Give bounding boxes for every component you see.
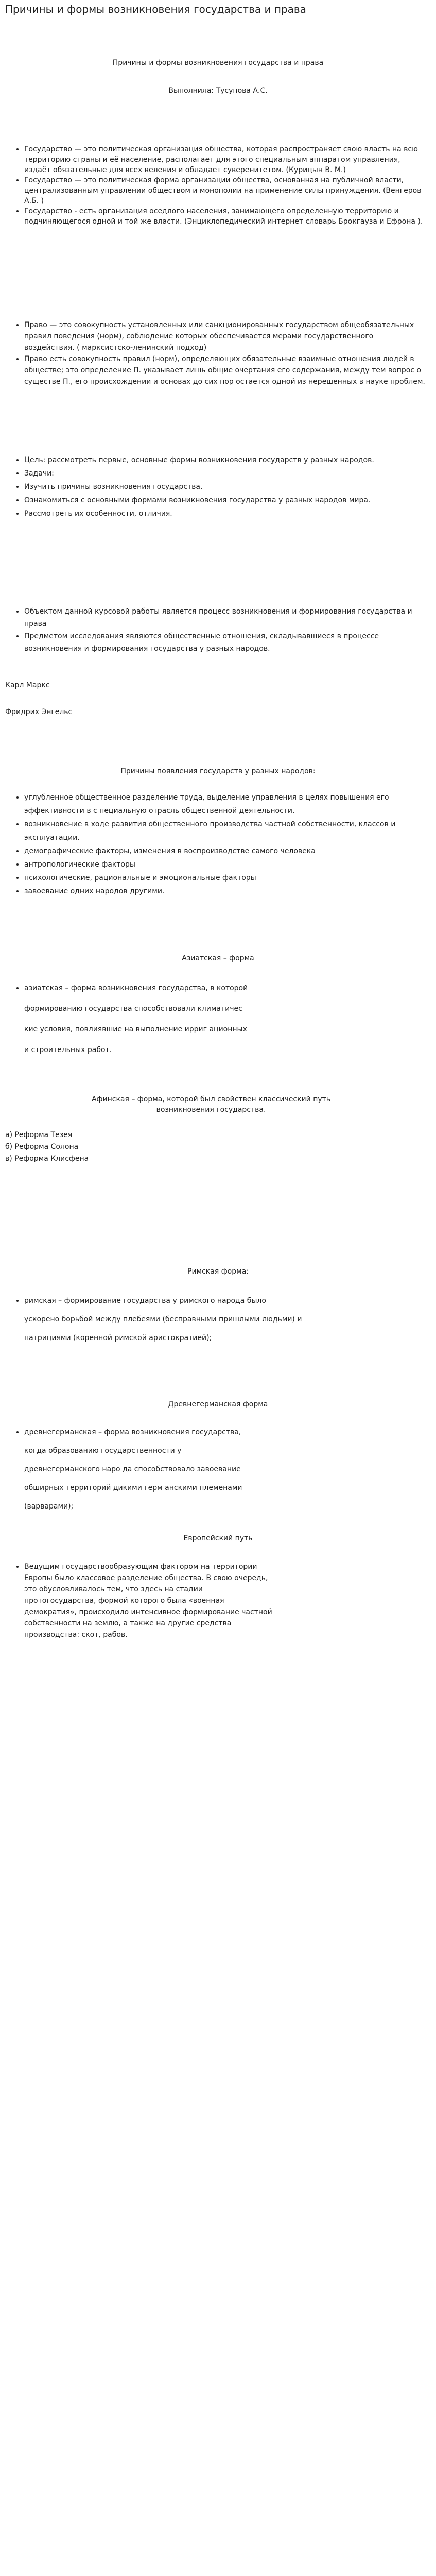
athenian-heading: Афинская – форма, которой был свойствен классический путь возникновения государства.	[91, 1095, 331, 1114]
list-item: • Ведущим государствообразующим фактором на территории Европы было классовое разделение общества. В свою очередь, это обусловливалось тем, что здесь на стадии протогосударства, формой которого была «военная демократия», происходило интенсивное формирование частной собственности на землю, а также на другие средства производства: скот, рабов.	[24, 1561, 276, 1640]
law-definitions-list	[0, 319, 426, 387]
list-item: • Право есть совокупность правил (норм), определяющих обязательные взаимные отношения людей в обществе; это определение П. указывает лишь общие очертания его содержания, между тем вопрос о существе П., его происхождении и основах до сих пор остается одной из нерешенных в науке проблем.	[24, 353, 426, 387]
list-item: • углубленное общественное разделение труда, выделение управления в целях повышения его эффективности в с пециальную отрасль общественной деятельности.	[24, 791, 426, 818]
list-item: • Предметом исследования являются общественные отношения, складывавшиеся в процессе возникновения и формирования государства у разных народов.	[24, 630, 426, 655]
germanic-list	[0, 1423, 251, 1516]
list-item: • Цель: рассмотреть первые, основные формы возникновения государств у разных народов.	[24, 453, 426, 467]
list-item: • Государство - есть организация оседлого населения, занимающего определенную территорию и подчиняющегося одной и той же власти. (Энциклопедический интернет словарь Брокгауза и Ефрона ).	[24, 206, 426, 227]
list-item: • Государство — это политическая организация общества, которая распространяет свою власть на всю территорию страны и её население, располагает для этого специальным аппаратом управления, издаёт обязательные для всех веления и обладает суверенитетом. (Курицын В. М.)	[24, 144, 426, 175]
european-list	[0, 1561, 276, 1640]
asian-heading: Азиатская – форма	[182, 954, 254, 962]
list-item: • антропологические факторы	[24, 858, 426, 871]
name-marx: Карл Маркс	[5, 681, 50, 689]
list-item: • римская – формирование государства у римского народа было ускорено борьбой между плебеями (бесправными пришлыми людьми) и патрициями (коренной римской аристократией);	[24, 1292, 302, 1347]
list-item: • Государство — это политическая форма организации общества, основанная на публичной власти, централизованным управлении обществом и монополии на применение силы принуждения. (Венгеров А.Б. )	[24, 175, 426, 206]
asian-list	[0, 978, 251, 1060]
roman-list	[0, 1292, 302, 1347]
european-heading: Европейский путь	[183, 1534, 253, 1543]
list-item: • психологические, рациональные и эмоциональные факторы	[24, 871, 426, 885]
list-item: • азиатская – форма возникновения государства, в которой формированию государства способствовали климатичес кие условия, повлиявшие на выполнение ирриг ационных и строительных работ.	[24, 978, 251, 1060]
list-item: • Изучить причины возникновения государства.	[24, 480, 426, 494]
list-item: • демографические факторы, изменения в воспроизводстве самого человека	[24, 844, 426, 858]
author-line: Выполнила: Тусупова А.С.	[168, 87, 268, 95]
list-item: • Право — это совокупность установленных или санкционированных государством общеобязательных правил поведения (норм), соблюдение которых обеспечивается мерами государственного воздействия. ( марксистско-ленинский подход)	[24, 319, 426, 353]
list-item: • завоевание одних народов другими.	[24, 885, 426, 898]
list-item: • Ознакомиться с основными формами возникновения государства у разных народов мира.	[24, 494, 426, 507]
state-definitions-list	[0, 144, 426, 227]
list-item: • Задачи:	[24, 467, 426, 480]
reform-item: в) Реформа Клисфена	[5, 1155, 89, 1163]
page-title: Причины и формы возникновения государства и права	[5, 3, 306, 15]
reform-item: а) Реформа Тезея	[5, 1131, 73, 1139]
reasons-heading: Причины появления государств у разных народов:	[120, 767, 316, 775]
goals-list	[0, 453, 426, 520]
list-item: • Объектом данной курсовой работы является процесс возникновения и формирования государства и права	[24, 605, 426, 630]
list-item: • Рассмотреть их особенности, отличия.	[24, 507, 426, 520]
name-engels: Фридрих Энгельс	[5, 708, 73, 716]
object-subject-list	[0, 605, 426, 655]
list-item: • древнегерманская – форма возникновения государства, когда образованию государственности у древнегерманского наро да способствовало завоевание обширных территорий дикими герм анскими племенами (варварами);	[24, 1423, 251, 1516]
list-item: • возникновение в ходе развития общественного производства частной собственности, классов и эксплуатации.	[24, 818, 426, 844]
roman-heading: Римская форма:	[187, 1267, 249, 1276]
reform-item: б) Реформа Солона	[5, 1143, 79, 1151]
germanic-heading: Древнегерманская форма	[168, 1400, 268, 1409]
reasons-list	[0, 791, 426, 898]
title-slide-heading: Причины и формы возникновения государства и права	[112, 59, 324, 67]
